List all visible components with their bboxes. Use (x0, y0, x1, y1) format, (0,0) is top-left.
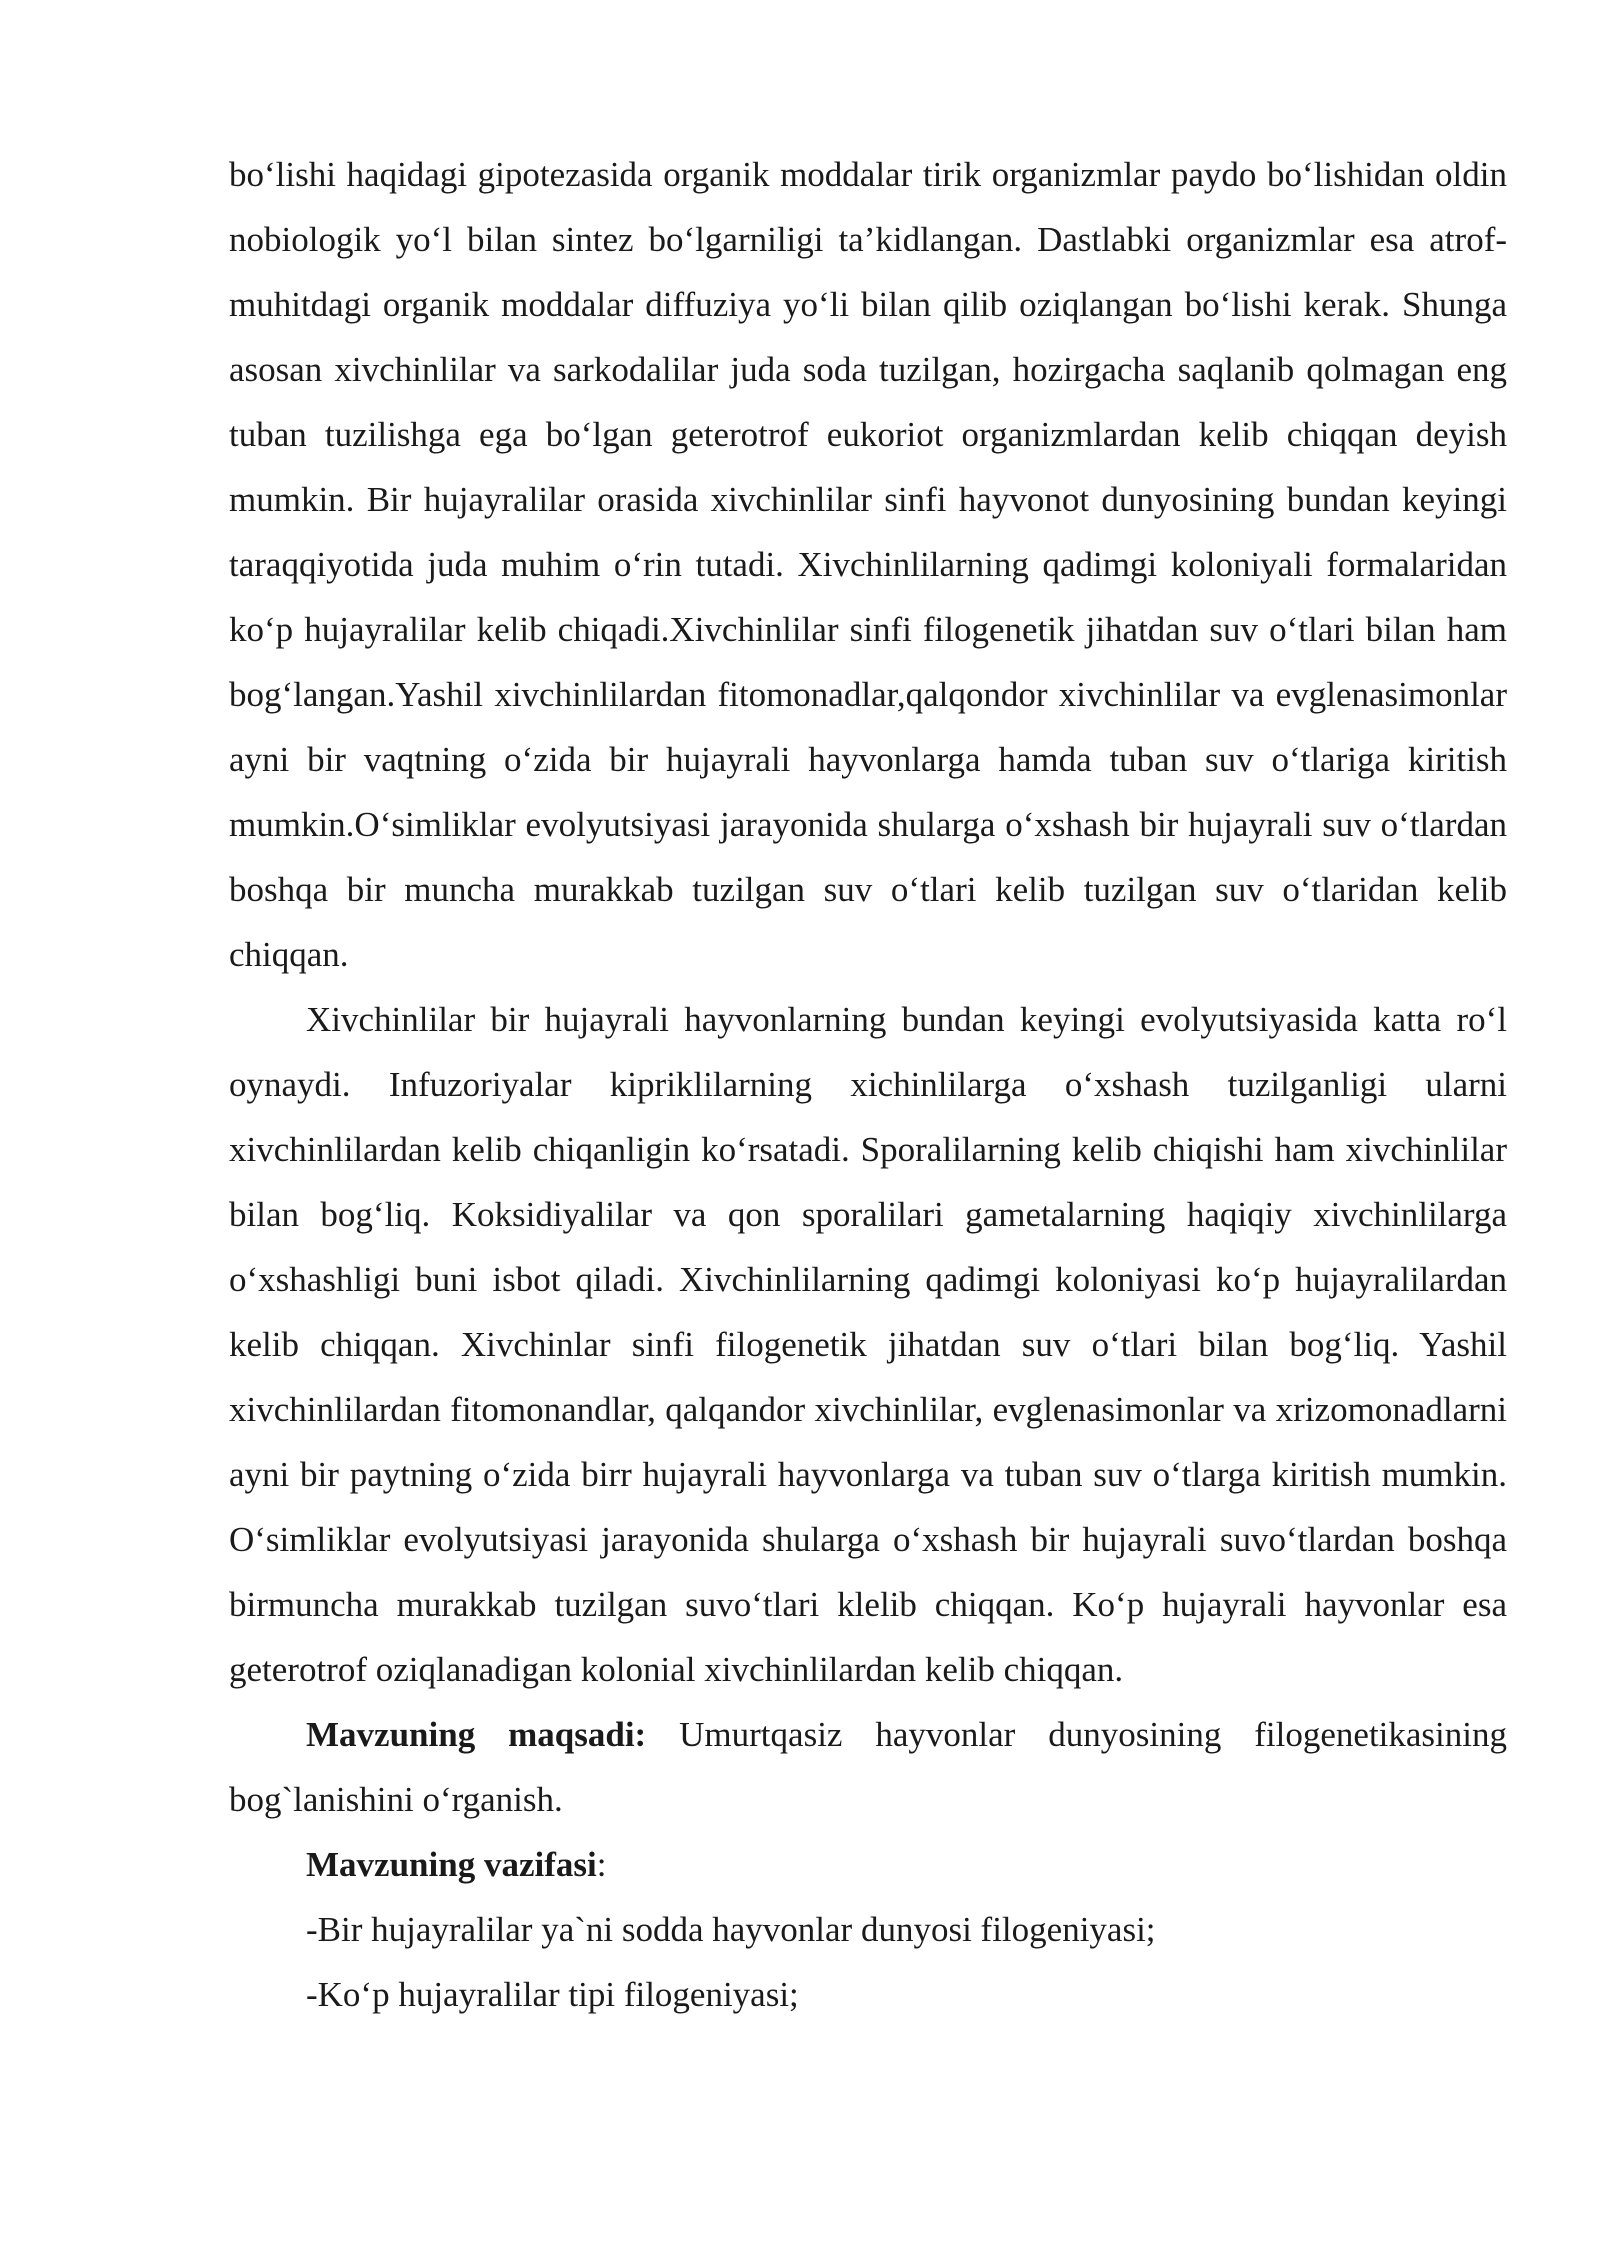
task-item: -Ko‘p hujayralilar tipi filogeniyasi; (306, 1975, 799, 2014)
goal-text: Umurtqasiz hayvonlar dunyosining filogenetikasining bog`lanishini o‘rganish. (229, 1715, 1507, 1819)
tasks-colon: : (596, 1845, 607, 1884)
goal-paragraph (229, 1702, 1507, 1832)
document-page (229, 142, 1507, 2027)
body-paragraph-2: Xivchinlilar bir hujayrali hayvonlarning bundan keyingi evolyutsiyasida katta ro‘l oynaydi. Infuzoriyalar kipriklilarning xichinlilarga o‘xshash tuzilganligi ularni xivchinlilardan kelib chiqanligin ko‘rsatadi. Sporalilarning kelib chiqishi ham xivchinlilar bilan bog‘liq. Koksidiyalilar va qon sporalilari gametalarning haqiqiy xivchinlilarga o‘xshashligi buni isbot qiladi. Xivchinlilarning qadimgi koloniyasi ko‘p hujayralilardan kelib chiqqan. Xivchinlar sinfi filogenetik jihatdan suv o‘tlari bilan bog‘liq. Yashil xivchinlilardan fitomonandlar, qalqandor xivchinlilar, evglenasimonlar va xrizomonadlarni ayni bir paytning o‘zida birr hujayrali hayvonlarga va tuban suv o‘tlarga kiritish mumkin. O‘simliklar evolyutsiyasi jarayonida shularga o‘xshash bir hujayrali suvo‘tlardan boshqa birmuncha murakkab tuzilgan suvo‘tlari klelib chiqqan. Ko‘p hujayrali hayvonlar esa geterotrof oziqlanadigan kolonial xivchinlilardan kelib chiqqan. (229, 1000, 1507, 1689)
tasks-label: Mavzuning vazifasi (306, 1845, 597, 1884)
body-paragraph-1: bo‘lishi haqidagi gipotezasida organik moddalar tirik organizmlar paydo bo‘lishidan oldin nobiologik yo‘l bilan sintez bo‘lgarniligi ta’kidlangan. Dastlabki organizmlar esa atrof-muhitdagi organik moddalar diffuziya yo‘li bilan qilib oziqlangan bo‘lishi kerak. Shunga asosan xivchinlilar va sarkodalilar juda soda tuzilgan, hozirgacha saqlanib qolmagan eng tuban tuzilishga ega bo‘lgan geterotrof eukoriot organizmlardan kelib chiqqan deyish mumkin. Bir hujayralilar orasida xivchinlilar sinfi hayvonot dunyosining bundan keyingi taraqqiyotida juda muhim o‘rin tutadi. Xivchinlilarning qadimgi koloniyali formalaridan ko‘p hujayralilar kelib chiqadi.Xivchinlilar sinfi filogenetik jihatdan suv o‘tlari bilan ham bog‘langan.Yashil xivchinlilardan fitomonadlar,qalqondor xivchinlilar va evglenasimonlar ayni bir vaqtning o‘zida bir hujayrali hayvonlarga hamda tuban suv o‘tlariga kiritish mumkin.O‘simliklar evolyutsiyasi jarayonida shularga o‘xshash bir hujayrali suv o‘tlardan boshqa bir muncha murakkab tuzilgan suv o‘tlari kelib tuzilgan suv o‘tlaridan kelib chiqqan. (229, 155, 1507, 974)
task-item: -Bir hujayralilar ya`ni sodda hayvonlar dunyosi filogeniyasi; (306, 1910, 1156, 1949)
goal-label: Mavzuning maqsadi: (306, 1715, 647, 1754)
tasks-heading (229, 1832, 1507, 1897)
